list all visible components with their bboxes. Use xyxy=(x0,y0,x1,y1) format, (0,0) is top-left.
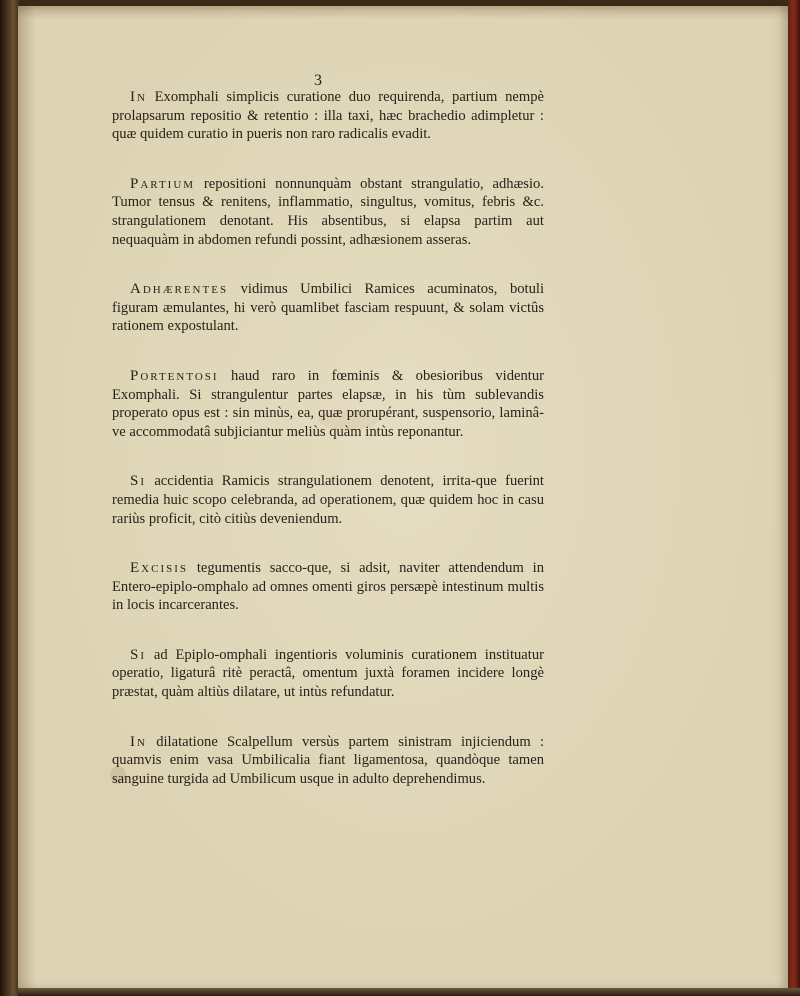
paragraph-text: vidimus Umbilici Ramices acuminatos, botuli figuram æmulantes, hi verò quamlibet fasciam respuunt, & solam victûs rationem expostulant. xyxy=(112,281,544,335)
paragraph-text: haud raro in fœminis & obesioribus videntur Exomphali. Si strangulentur partes elapsæ, in his tùm sublevandis properato opus est : sin minùs, ea, quæ prorupérant, suspensorio, laminâ-ve accommodatâ subjiciantur meliùs quàm intùs reponantur. xyxy=(112,367,545,440)
paragraph-lead-word: In xyxy=(130,89,147,105)
paragraph xyxy=(112,733,544,789)
paragraph xyxy=(112,175,544,249)
paragraph xyxy=(112,367,544,441)
paragraph-text: Exomphali simplicis curatione duo requirenda, partium nempè prolapsarum repositio & retentio : illa taxi, hæc brachedio adimpletur : quæ quidem curatio in pueris non raro radicalis evadit. xyxy=(112,89,544,143)
paragraph xyxy=(112,646,544,702)
paragraph-lead-word: Adhærentes xyxy=(130,281,229,298)
book-edge-bottom xyxy=(18,988,800,996)
paragraph-text: accidentia Ramicis strangulationem denotent, irrita-que fuerint remedia huic scopo celebranda, ad operationem, quæ quidem hoc in casu rariùs proficit, citò citiùs deveniendum. xyxy=(112,473,544,527)
paragraph xyxy=(112,559,544,615)
paragraph-lead-word: Excisis xyxy=(130,560,189,577)
paragraph-lead-word: Si xyxy=(130,473,147,490)
page-number: 3 xyxy=(314,72,322,89)
paragraph-text: ad Epiplo-omphali ingentioris voluminis curationem instituatur operatio, ligaturâ ritè peractâ, omentum juxtà foramen incidere longè præstat, quàm altiùs dilatare, ut intùs refundatur. xyxy=(112,646,544,701)
text-block xyxy=(112,88,544,819)
paragraph-lead-word: Si xyxy=(130,646,147,663)
paragraph-lead-word: In xyxy=(130,733,147,750)
paragraph xyxy=(112,280,544,336)
paragraph-lead-word: Partium xyxy=(130,175,196,192)
paragraph-text: repositioni nonnunquàm obstant strangulatio, adhæsio. Tumor tensus & renitens, inflammatio, singultus, vomitus, febris &c. strangulationem denotant. His absentibus, si elapsa partim aut nequaquàm in abdomen refundi possint, adhæsionem asseras. xyxy=(112,175,544,248)
paragraph xyxy=(112,472,544,528)
book-edge-right xyxy=(788,0,800,996)
paragraph xyxy=(112,88,544,144)
paragraph-text: dilatatione Scalpellum versùs partem sinistram injiciendum : quamvis enim vasa Umbilicalia fiant ligamentosa, quandòque tamen sanguine turgida ad Umbilicum usque in adulto deprehendimus. xyxy=(112,733,544,787)
paragraph-text: tegumentis sacco-que, si adsit, naviter attendendum in Entero-epiplo-omphalo ad omnes omenti giros persæpè intestinum multis in locis incarcerantes. xyxy=(112,560,544,614)
paragraph-lead-word: Portentosi xyxy=(130,367,219,384)
